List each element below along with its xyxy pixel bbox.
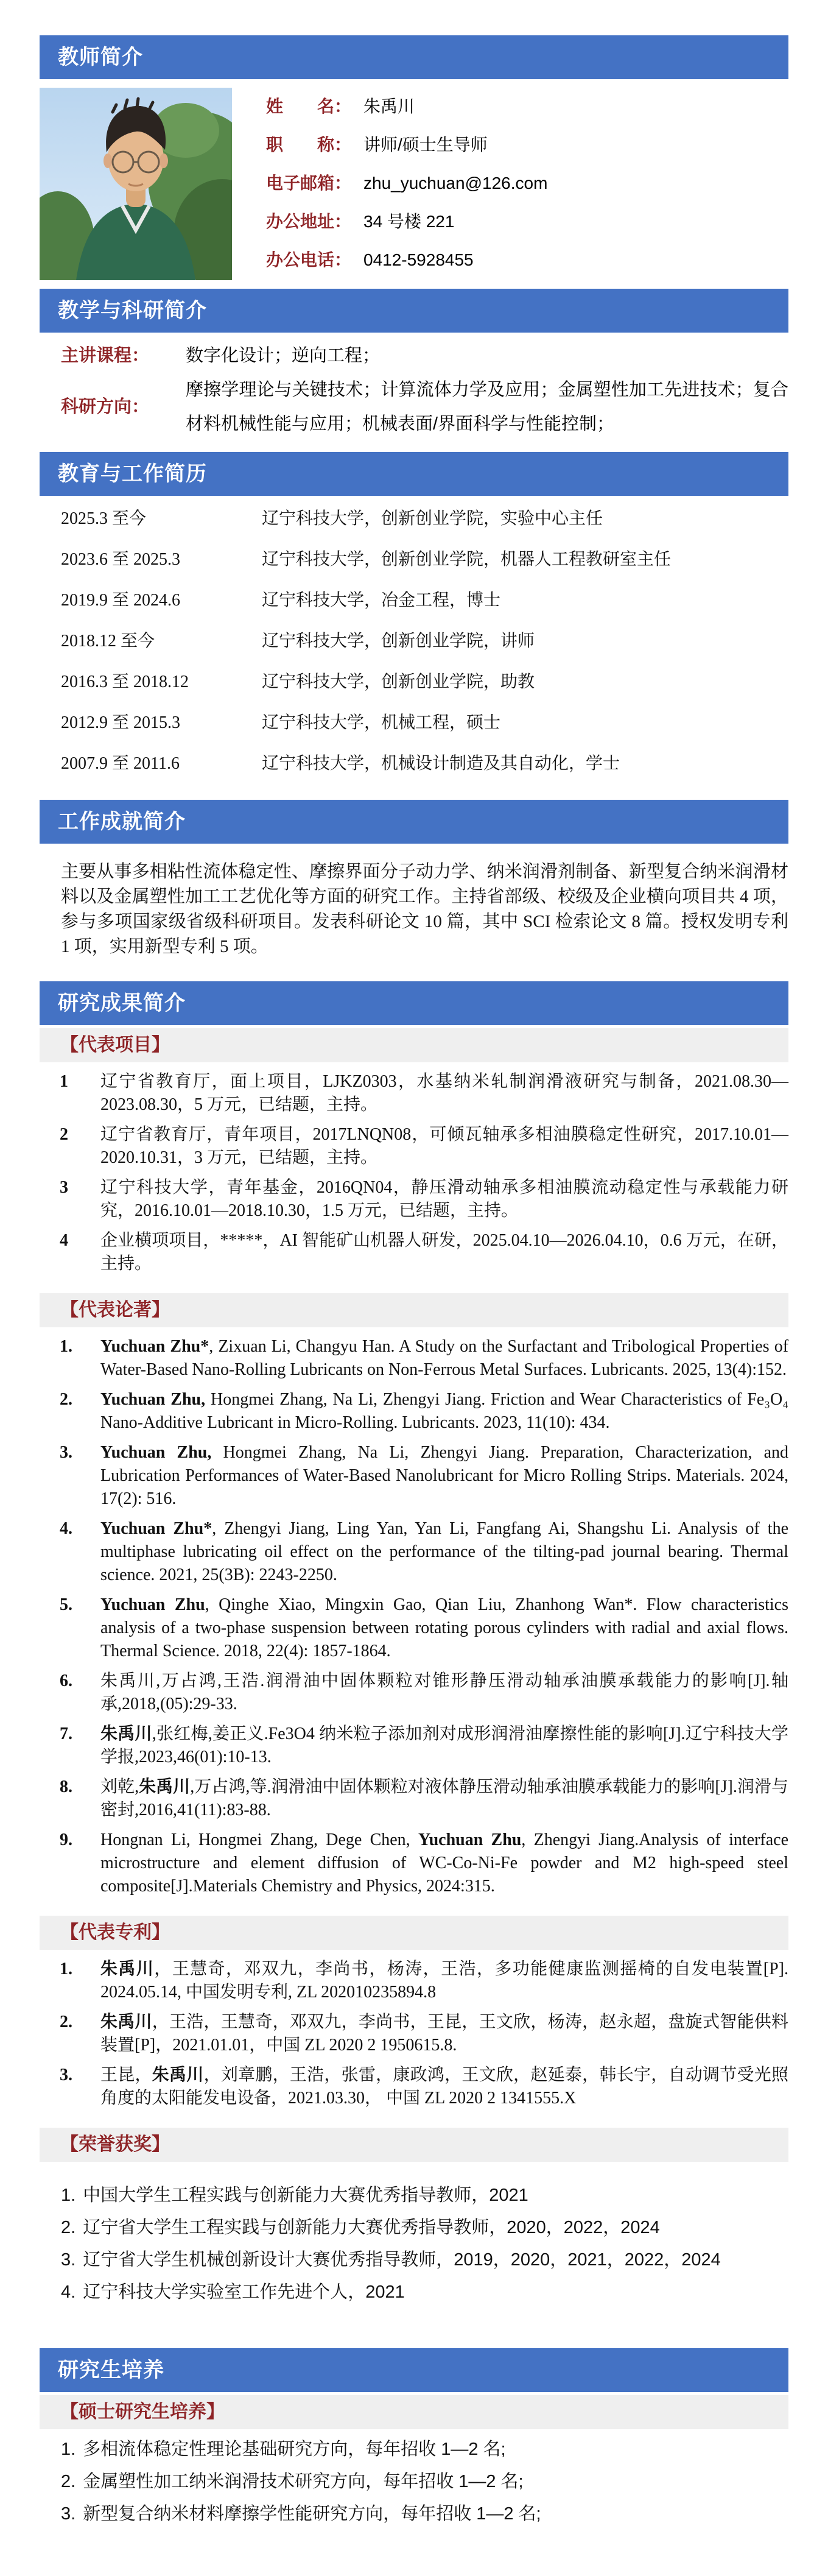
item-text: 辽宁省教育厅，面上项目，LJKZ0303，水基纳米轧制润滑液研究与制备，2021.08.30—2023.08.30，5 万元，已结题，主持。 — [100, 1072, 788, 1114]
award-item — [61, 2282, 788, 2303]
teaching-row — [40, 339, 788, 373]
info-field-row — [266, 250, 788, 270]
projects-list — [40, 1062, 788, 1285]
info-field-row — [266, 211, 788, 232]
item-number: 7. — [60, 1724, 72, 1743]
description: 辽宁科技大学，创新创业学院，实验中心主任 — [262, 509, 603, 528]
publication-item — [40, 1593, 788, 1663]
section-banner-graduate-training: 研究生培养 — [40, 2348, 788, 2392]
publication-item — [40, 1829, 788, 1898]
item-text: 朱禹川，王浩，王慧奇，邓双九，李尚书，王昆，王文欣，杨涛，赵永超，盘旋式智能供料装置[P]，2021.01.01，中国 ZL 2020 2 1950615.8. — [100, 2013, 788, 2055]
info-field-value: zhu_yuchuan@126.com — [363, 174, 548, 192]
basic-info-fields — [266, 88, 788, 280]
info-field-row — [266, 96, 788, 117]
patent-item — [40, 1958, 788, 2004]
item-number: 4 — [60, 1231, 68, 1250]
graduate-training-item — [61, 2439, 788, 2460]
education-work-item — [40, 550, 788, 570]
item-number: 1. — [60, 1337, 72, 1356]
item-text: 刘乾,朱禹川,万占鸿,等.润滑油中固体颗粒对液体静压滑动轴承油膜承载能力的影响[J].润滑与密封,2016,41(11):83-88. — [100, 1777, 788, 1819]
award-item — [61, 2185, 788, 2206]
section-banner-research-results: 研究成果简介 — [40, 981, 788, 1025]
item-number: 2. — [60, 1390, 72, 1409]
education-work-item — [40, 632, 788, 651]
item-text: Yuchuan Zhu*, Zixuan Li, Changyu Han. A Study on the Surfactant and Tribological Properties of Water-Based Nano-Rolling Lubricants on Non-Ferrous Metal Surfaces. Lubricants. 2025, 13(4):152. — [100, 1337, 789, 1379]
item-text: 朱禹川,万占鸿,王浩.润滑油中固体颗粒对锥形静压滑动轴承油膜承载能力的影响[J].轴承,2018,(05):29-33. — [100, 1671, 788, 1713]
basic-info-block — [40, 88, 788, 280]
period: 2016.3 至 2018.12 — [61, 672, 189, 691]
item-number: 4. — [61, 2282, 76, 2302]
project-item — [40, 1070, 788, 1117]
description: 辽宁科技大学，机械工程，硕士 — [262, 713, 501, 732]
info-field-label: 办公电话： — [266, 250, 352, 269]
info-field-label: 职 称： — [266, 135, 352, 154]
item-text: Yuchuan Zhu, Hongmei Zhang, Na Li, Zhengyi Jiang. Preparation, Characterization, and Lubrication Performances of Water-Based Nanolubricant for Micro Rolling Strips. Materials. 2024, 17(2): 516. — [100, 1443, 789, 1508]
publication-item — [40, 1388, 788, 1434]
item-text: 王昆，朱禹川，刘章鹏，王浩，张雷，康政鸿，王文欣，赵延泰，韩长宇，自动调节受光照角度的太阳能发电设备，2021.03.30， 中国 ZL 2020 2 1341555.X — [100, 2066, 788, 2108]
item-number: 3. — [60, 2066, 72, 2084]
education-work-item — [40, 713, 788, 733]
item-text: Hongnan Li, Hongmei Zhang, Dege Chen, Yuchuan Zhu, Zhengyi Jiang.Analysis of interface microstructure and element diffusion of WC-Co-Ni-Fe powder and M2 high-speed steel composite[J].Materials Chemistry and Physics, 2024:315. — [100, 1830, 789, 1896]
award-item — [61, 2217, 788, 2238]
graduate-training-item — [61, 2504, 788, 2524]
award-item — [61, 2250, 788, 2270]
period: 2019.9 至 2024.6 — [61, 591, 181, 610]
description: 辽宁科技大学，创新创业学院，机器人工程教研室主任 — [262, 550, 672, 569]
project-item — [40, 1176, 788, 1223]
period: 2025.3 至今 — [61, 509, 147, 528]
item-text: 金属塑性加工纳米润滑技术研究方向，每年招收 1—2 名; — [83, 2472, 524, 2491]
item-number: 1. — [60, 1960, 72, 1978]
education-work-list — [40, 496, 788, 800]
item-number: 1 — [60, 1072, 68, 1091]
period: 2007.9 至 2011.6 — [61, 754, 180, 773]
info-field-label: 电子邮箱： — [266, 174, 352, 192]
item-text: 辽宁省大学生工程实践与创新能力大赛优秀指导教师，2020，2022，2024 — [83, 2218, 660, 2237]
item-text: 朱禹川,张红梅,姜正义.Fe3O4 纳米粒子添加剂对成形润滑油摩擦性能的影响[J].辽宁科技大学学报,2023,46(01):10-13. — [100, 1724, 788, 1766]
info-field-value: 34 号楼 221 — [363, 212, 455, 231]
item-text: Yuchuan Zhu, Hongmei Zhang, Na Li, Zhengyi Jiang. Friction and Wear Characteristics of Fe₃O₄ Nano-Additive Lubricant in Micro-Rolling. Lubricants. 2023, 11(10): 434. — [100, 1390, 788, 1432]
item-text: 辽宁科技大学实验室工作先进个人，2021 — [83, 2282, 405, 2302]
teaching-row — [40, 373, 788, 441]
item-number: 4. — [60, 1519, 72, 1538]
graduate-training-list — [40, 2429, 788, 2539]
publication-item — [40, 1670, 788, 1716]
patents-list — [40, 1950, 788, 2119]
info-field-value: 朱禹川 — [363, 97, 415, 116]
graduate-training-item — [61, 2471, 788, 2492]
description: 辽宁科技大学，创新创业学院，讲师 — [262, 632, 535, 651]
teaching-row-label: 主讲课程： — [61, 346, 150, 365]
patent-item — [40, 2011, 788, 2057]
item-number: 2. — [61, 2218, 76, 2237]
teacher-photo — [40, 88, 232, 280]
section-banner-education-work: 教育与工作简历 — [40, 452, 788, 496]
publication-item — [40, 1335, 788, 1382]
item-number: 2 — [60, 1125, 68, 1144]
info-field-value: 0412-5928455 — [363, 250, 474, 269]
period: 2023.6 至 2025.3 — [61, 550, 181, 569]
section-banner-teacher-intro: 教师简介 — [40, 35, 788, 79]
section-banner-teaching-research: 教学与科研简介 — [40, 289, 788, 333]
publication-item — [40, 1723, 788, 1769]
subsection-heading-projects: 【代表项目】 — [40, 1028, 788, 1062]
info-field-label: 姓 名： — [266, 97, 352, 116]
item-text: 辽宁省大学生机械创新设计大赛优秀指导教师，2019，2020，2021，2022，2024 — [83, 2250, 721, 2270]
teaching-row-label: 科研方向： — [61, 397, 150, 417]
awards-list — [40, 2162, 788, 2318]
item-number: 3. — [60, 1443, 72, 1462]
education-work-item — [40, 509, 788, 529]
publication-item — [40, 1776, 788, 1822]
description: 辽宁科技大学，机械设计制造及其自动化，学士 — [262, 754, 620, 773]
item-number: 1. — [61, 2440, 76, 2459]
teaching-row-value: 数字化设计；逆向工程； — [186, 346, 381, 365]
teaching-research-block — [40, 333, 788, 452]
patent-item — [40, 2064, 788, 2110]
item-number: 3 — [60, 1178, 68, 1197]
publications-list — [40, 1327, 788, 1907]
description: 辽宁科技大学，创新创业学院，助教 — [262, 672, 535, 691]
item-number: 6. — [60, 1671, 72, 1690]
item-number: 3. — [61, 2250, 76, 2270]
subsection-heading-awards: 【荣誉获奖】 — [40, 2128, 788, 2162]
item-number: 2. — [60, 2013, 72, 2031]
education-work-item — [40, 672, 788, 692]
item-text: 中国大学生工程实践与创新能力大赛优秀指导教师，2021 — [83, 2186, 528, 2205]
item-number: 5. — [60, 1595, 72, 1614]
project-item — [40, 1123, 788, 1170]
item-text: Yuchuan Zhu, Qinghe Xiao, Mingxin Gao, Qian Liu, Zhanhong Wan*. Flow characteristics analysis of a two-phase suspension between rotating porous cylinders with radial and axial flows. Thermal Science. 2018, 22(4): 1857-1864. — [100, 1595, 789, 1660]
info-field-value: 讲师/硕士生导师 — [363, 135, 488, 154]
item-number: 3. — [61, 2504, 76, 2524]
work-achievements-paragraph: 主要从事多相粘性流体稳定性、摩擦界面分子动力学、纳米润滑剂制备、新型复合纳米润滑材料以及金属塑性加工工艺优化等方面的研究工作。主持省部级、校级及企业横向项目共 4 项，参与多项国家级省级科研项目。发表科研论文 10 篇，其中 SCI 检索论文 8 篇。授权发明专利 1 项，实用新型专利 5 项。 — [61, 862, 788, 956]
subsection-heading-master-training: 【硕士研究生培养】 — [40, 2395, 788, 2429]
item-number: 8. — [60, 1777, 72, 1796]
subsection-heading-publications: 【代表论著】 — [40, 1293, 788, 1327]
item-number: 1. — [61, 2186, 76, 2205]
teaching-row-value: 摩擦学理论与关键技术；计算流体力学及应用；金属塑性加工先进技术；复合材料机械性能与应用；机械表面/界面科学与性能控制； — [186, 380, 788, 434]
education-work-item — [40, 591, 788, 610]
info-field-label: 办公地址： — [266, 212, 352, 231]
info-field-row — [266, 135, 788, 155]
item-text: 企业横项项目，*****，AI 智能矿山机器人研发，2025.04.10—2026.04.10，0.6 万元，在研，主持。 — [100, 1231, 788, 1273]
info-field-row — [266, 173, 788, 194]
item-text: 辽宁科技大学，青年基金，2016QN04，静压滑动轴承多相油膜流动稳定性与承载能力研究，2016.10.01—2018.10.30，1.5 万元，已结题，主持。 — [100, 1178, 788, 1220]
project-item — [40, 1229, 788, 1276]
item-text: 多相流体稳定性理论基础研究方向，每年招收 1—2 名; — [83, 2440, 506, 2459]
item-text: 新型复合纳米材料摩擦学性能研究方向，每年招收 1—2 名; — [83, 2504, 541, 2524]
publication-item — [40, 1517, 788, 1587]
subsection-heading-patents: 【代表专利】 — [40, 1916, 788, 1950]
item-text: Yuchuan Zhu*, Zhengyi Jiang, Ling Yan, Yan Li, Fangfang Ai, Shangshu Li. Analysis of the multiphase lubricating oil effect on the performance of the tilting-pad journal bearing. Thermal science. 2021, 25(3B): 2243-2250. — [100, 1519, 789, 1584]
period: 2012.9 至 2015.3 — [61, 713, 181, 732]
education-work-item — [40, 754, 788, 774]
item-text: 辽宁省教育厅，青年项目，2017LNQN08，可倾瓦轴承多相油膜稳定性研究，2017.10.01—2020.10.31，3 万元，已结题，主持。 — [100, 1125, 788, 1167]
item-number: 9. — [60, 1830, 72, 1849]
section-banner-work-achievements: 工作成就简介 — [40, 800, 788, 844]
description: 辽宁科技大学，冶金工程，博士 — [262, 591, 501, 610]
publication-item — [40, 1441, 788, 1511]
period: 2018.12 至今 — [61, 632, 155, 651]
item-number: 2. — [61, 2472, 76, 2491]
item-text: 朱禹川，王慧奇，邓双九，李尚书，杨涛，王浩，多功能健康监测摇椅的自发电装置[P]. 2024.05.14, 中国发明专利, ZL 202010235894.8 — [100, 1960, 788, 2002]
